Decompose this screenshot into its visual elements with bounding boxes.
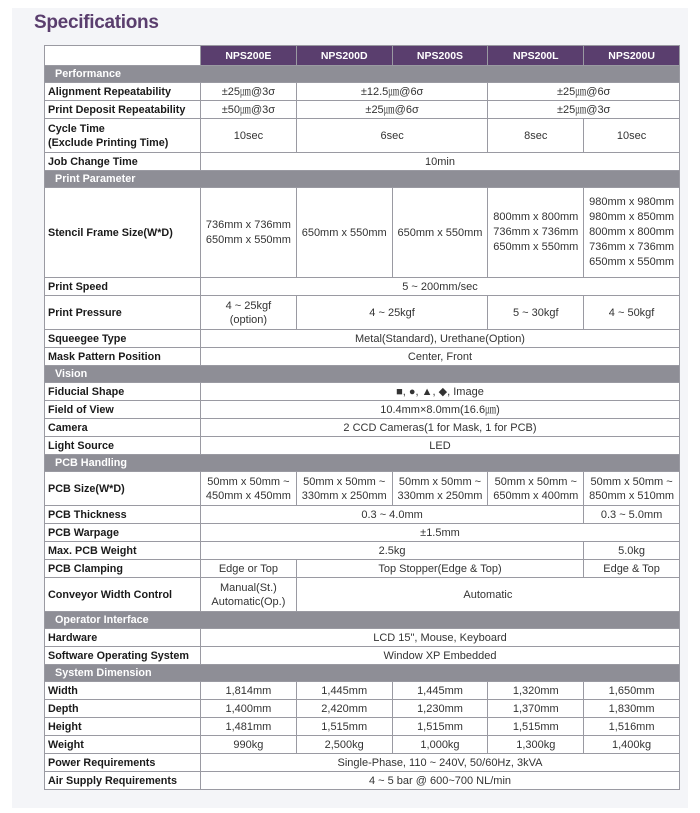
cell-value: LCD 15", Mouse, Keyboard — [201, 629, 680, 647]
row-max-pcb-weight — [45, 542, 680, 560]
section-label: PCB Handling — [45, 455, 680, 472]
cell-value: 1,650mm — [584, 682, 680, 700]
row-label: Power Requirements — [45, 754, 201, 772]
cell-value: Top Stopper(Edge & Top) — [296, 560, 583, 578]
row-alignment-repeatability — [45, 83, 680, 101]
row-light-source — [45, 437, 680, 455]
value-line: 50mm x 50mm ~ — [590, 475, 673, 488]
row-stencil-frame-size — [45, 188, 680, 278]
row-label: Mask Pattern Position — [45, 348, 201, 366]
cell-value: 4 ~ 5 bar @ 600~700 NL/min — [201, 772, 680, 790]
spec-table — [44, 45, 680, 790]
row-pcb-size — [45, 472, 680, 506]
cell-value: 1,481mm — [201, 718, 297, 736]
row-label — [45, 119, 201, 153]
cell-value — [201, 188, 297, 278]
cell-value: 1,370mm — [488, 700, 584, 718]
row-print-pressure — [45, 296, 680, 330]
row-label: Field of View — [45, 401, 201, 419]
cell-value: 1,830mm — [584, 700, 680, 718]
cell-value: 10sec — [201, 119, 297, 153]
cell-value: 0.3 ~ 5.0mm — [584, 506, 680, 524]
row-air-supply-requirements — [45, 772, 680, 790]
value-line: 850mm x 510mm — [589, 489, 675, 502]
row-label: PCB Size(W*D) — [45, 472, 201, 506]
row-conveyor-width-control — [45, 578, 680, 612]
section-performance — [45, 66, 680, 83]
row-mask-pattern-position — [45, 348, 680, 366]
cell-value: Edge & Top — [584, 560, 680, 578]
row-label: Stencil Frame Size(W*D) — [45, 188, 201, 278]
row-pcb-thickness — [45, 506, 680, 524]
value-line: 650mm x 550mm — [493, 241, 579, 253]
cell-value: Edge or Top — [201, 560, 297, 578]
value-line: 50mm x 50mm ~ — [398, 475, 482, 488]
cell-value: 2,500kg — [296, 736, 392, 754]
cell-value: 6sec — [296, 119, 488, 153]
cell-value: 10sec — [584, 119, 680, 153]
value-line: 800mm x 800mm — [493, 211, 579, 223]
value-line: Manual(St.) — [219, 581, 277, 594]
section-label: System Dimension — [45, 665, 680, 682]
value-line: 650mm x 550mm — [589, 256, 675, 268]
value-line: 50mm x 50mm ~ — [303, 475, 386, 488]
section-operator-interface — [45, 612, 680, 629]
model-header-nps200d: NPS200D — [296, 46, 392, 66]
row-cycle-time — [45, 119, 680, 153]
row-pcb-clamping — [45, 560, 680, 578]
cell-value: 4 ~ 50kgf — [584, 296, 680, 330]
row-power-requirements — [45, 754, 680, 772]
cell-value — [201, 472, 297, 506]
cell-value: 1,515mm — [488, 718, 584, 736]
cell-value: 10min — [201, 153, 680, 171]
cell-value — [584, 188, 680, 278]
row-label: PCB Warpage — [45, 524, 201, 542]
cell-value: 5 ~ 200mm/sec — [201, 278, 680, 296]
cell-value: 0.3 ~ 4.0mm — [201, 506, 584, 524]
cell-value: ±50㎛@3σ — [201, 101, 297, 119]
cell-value: 1,445mm — [296, 682, 392, 700]
cell-value: Window XP Embedded — [201, 647, 680, 665]
row-label: Print Speed — [45, 278, 201, 296]
row-label: Print Pressure — [45, 296, 201, 330]
value-line: 800mm x 800mm — [589, 226, 675, 238]
row-label: Height — [45, 718, 201, 736]
row-hardware — [45, 629, 680, 647]
row-label: Fiducial Shape — [45, 383, 201, 401]
row-label: Width — [45, 682, 201, 700]
cell-value — [392, 472, 488, 506]
cell-value — [488, 472, 584, 506]
value-line: 736mm x 736mm — [493, 226, 579, 238]
cell-value: Center, Front — [201, 348, 680, 366]
value-line: (option) — [229, 313, 268, 326]
value-line: 736mm x 736mm — [205, 218, 291, 231]
row-label: Weight — [45, 736, 201, 754]
section-print-parameter — [45, 171, 680, 188]
row-pcb-warpage — [45, 524, 680, 542]
model-header-nps200l: NPS200L — [488, 46, 584, 66]
row-label: Print Deposit Repeatability — [45, 101, 201, 119]
row-label: Squeegee Type — [45, 330, 201, 348]
model-header-nps200u: NPS200U — [584, 46, 680, 66]
row-job-change-time — [45, 153, 680, 171]
row-software-os — [45, 647, 680, 665]
cell-value: 2 CCD Cameras(1 for Mask, 1 for PCB) — [201, 419, 680, 437]
cell-value: 1,400kg — [584, 736, 680, 754]
cell-value: 1,300kg — [488, 736, 584, 754]
row-label: Camera — [45, 419, 201, 437]
section-label: Print Parameter — [45, 171, 680, 188]
row-label: Max. PCB Weight — [45, 542, 201, 560]
cell-value: Metal(Standard), Urethane(Option) — [201, 330, 680, 348]
cell-value: Single-Phase, 110 ~ 240V, 50/60Hz, 3kVA — [201, 754, 680, 772]
cell-value: 990kg — [201, 736, 297, 754]
cell-value: 10.4mm×8.0mm(16.6㎛) — [201, 401, 680, 419]
cell-value: 1,400mm — [201, 700, 297, 718]
cell-value: 1,230mm — [392, 700, 488, 718]
model-header-nps200e: NPS200E — [201, 46, 297, 66]
model-header-nps200s: NPS200S — [392, 46, 488, 66]
value-line: 736mm x 736mm — [589, 241, 675, 253]
row-print-deposit-repeatability — [45, 101, 680, 119]
row-label: PCB Thickness — [45, 506, 201, 524]
cell-value: ±1.5mm — [201, 524, 680, 542]
value-line: Automatic(Op.) — [211, 595, 286, 608]
row-field-of-view — [45, 401, 680, 419]
value-line: 330mm x 250mm — [397, 489, 483, 502]
row-squeegee-type — [45, 330, 680, 348]
cell-value — [584, 472, 680, 506]
section-label: Operator Interface — [45, 612, 680, 629]
cell-value: 1,000kg — [392, 736, 488, 754]
cell-value — [201, 578, 297, 612]
cell-value: 5.0kg — [584, 542, 680, 560]
section-pcb-handling — [45, 455, 680, 472]
section-label: Performance — [45, 66, 680, 83]
row-label: Job Change Time — [45, 153, 201, 171]
row-weight — [45, 736, 680, 754]
value-line: 650mm x 400mm — [493, 489, 579, 502]
value-line: 450mm x 450mm — [205, 489, 291, 502]
cell-value: LED — [201, 437, 680, 455]
row-label: Depth — [45, 700, 201, 718]
cell-value: ±25㎛@6σ — [296, 101, 488, 119]
value-line: 4 ~ 25kgf — [225, 299, 272, 312]
row-height — [45, 718, 680, 736]
row-width — [45, 682, 680, 700]
value-line: 980mm x 850mm — [589, 211, 675, 223]
cell-value: ±12.5㎛@6σ — [296, 83, 488, 101]
cell-value: 1,516mm — [584, 718, 680, 736]
cell-value — [488, 188, 584, 278]
cell-value — [201, 296, 297, 330]
row-label: Hardware — [45, 629, 201, 647]
header-blank-cell — [45, 46, 201, 66]
value-line: 330mm x 250mm — [301, 489, 387, 502]
cell-value: 1,320mm — [488, 682, 584, 700]
cell-value: 1,515mm — [392, 718, 488, 736]
cell-value: 2.5kg — [201, 542, 584, 560]
cell-value: ±25㎛@6σ — [488, 83, 680, 101]
model-header-row — [45, 46, 680, 66]
cell-value: ■, ●, ▲, ◆, Image — [201, 383, 680, 401]
value-line: 980mm x 980mm — [589, 196, 675, 208]
label-line: (Exclude Printing Time) — [48, 136, 169, 149]
row-print-speed — [45, 278, 680, 296]
cell-value: 1,445mm — [392, 682, 488, 700]
section-system-dimension — [45, 665, 680, 682]
cell-value — [296, 472, 392, 506]
cell-value: ±25㎛@3σ — [488, 101, 680, 119]
cell-value: 5 ~ 30kgf — [488, 296, 584, 330]
row-label: Air Supply Requirements — [45, 772, 201, 790]
cell-value: 2,420mm — [296, 700, 392, 718]
row-depth — [45, 700, 680, 718]
page-title: Specifications — [34, 12, 159, 33]
row-label: Software Operating System — [45, 647, 201, 665]
label-line: Cycle Time — [48, 122, 105, 135]
row-label: PCB Clamping — [45, 560, 201, 578]
cell-value: 650mm x 550mm — [296, 188, 392, 278]
value-line: 650mm x 550mm — [205, 233, 291, 246]
cell-value: 8sec — [488, 119, 584, 153]
section-vision — [45, 366, 680, 383]
row-label: Light Source — [45, 437, 201, 455]
row-camera — [45, 419, 680, 437]
cell-value: 650mm x 550mm — [392, 188, 488, 278]
cell-value: 4 ~ 25kgf — [296, 296, 488, 330]
row-label: Alignment Repeatability — [45, 83, 201, 101]
row-label: Conveyor Width Control — [45, 578, 201, 612]
section-label: Vision — [45, 366, 680, 383]
cell-value: Automatic — [296, 578, 679, 612]
cell-value: 1,814mm — [201, 682, 297, 700]
cell-value: ±25㎛@3σ — [201, 83, 297, 101]
value-line: 50mm x 50mm ~ — [207, 475, 290, 488]
cell-value: 1,515mm — [296, 718, 392, 736]
row-fiducial-shape — [45, 383, 680, 401]
value-line: 50mm x 50mm ~ — [494, 475, 577, 488]
